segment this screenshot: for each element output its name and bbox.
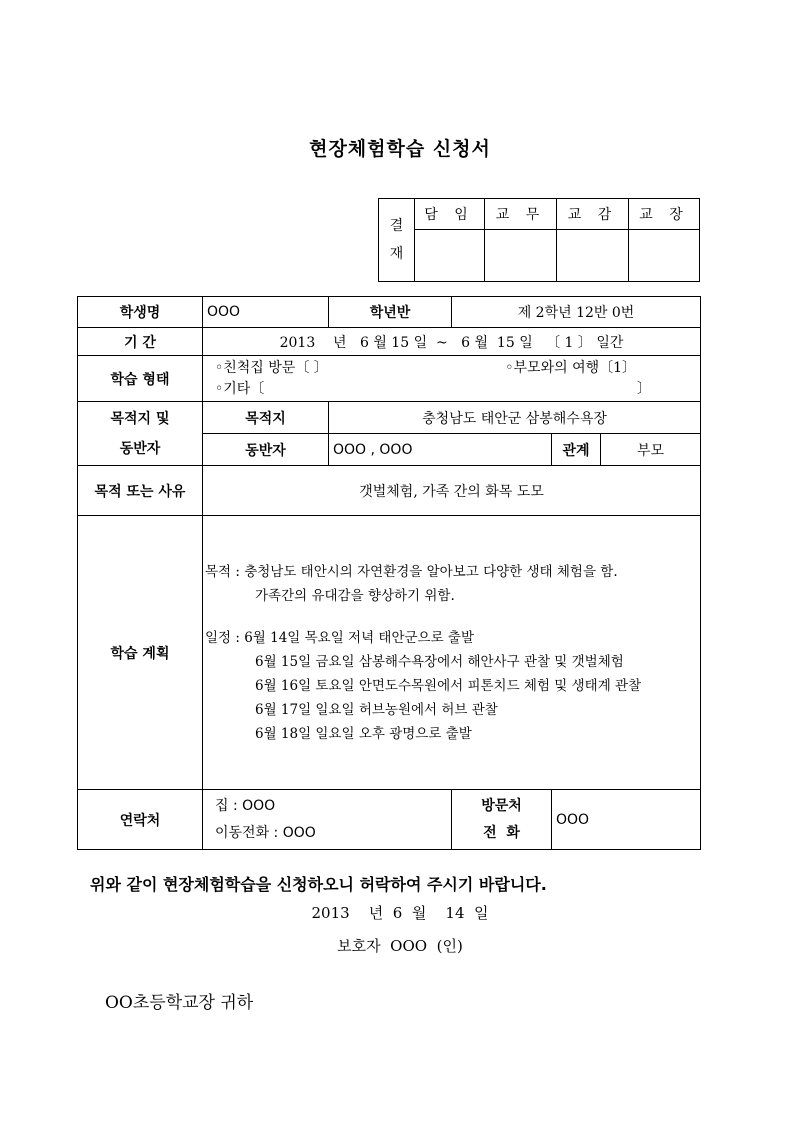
approval-column-academic xyxy=(485,199,557,281)
plan-schedule-line: 일정 : 6월 14일 목요일 저녁 태안군으로 출발 xyxy=(205,629,475,646)
reason-label: 목적 또는 사유 xyxy=(78,466,203,516)
table-row xyxy=(78,297,701,328)
approval-side-label xyxy=(379,199,415,281)
document-title: 현장체험학습 신청서 xyxy=(309,138,491,160)
learning-type-label: 학습 형태 xyxy=(78,356,203,402)
approval-header: 교 장 xyxy=(629,199,699,230)
home-phone: 집 : OOO xyxy=(215,797,276,814)
relation-label: 관계 xyxy=(552,434,601,466)
approval-column-principal xyxy=(629,199,699,281)
relation-value: 부모 xyxy=(601,434,701,466)
period-value: 2013 년 6 월 15 일 ~ 6 월 15 일 〔 1 〕 일간 xyxy=(203,328,701,356)
contact-values xyxy=(203,790,452,850)
type-option-relative-visit: ◦친척집 방문〔 〕 xyxy=(215,359,328,376)
plan-schedule-line: 6월 17일 일요일 허브농원에서 허브 관찰 xyxy=(255,701,498,718)
addressee: OO초등학교장 귀하 xyxy=(105,993,254,1013)
student-name-value: OOO xyxy=(203,297,329,328)
mobile-phone: 이동전화 : OOO xyxy=(215,824,316,841)
application-form-table xyxy=(77,296,701,850)
destination-value: 충청남도 태안군 삼봉해수욕장 xyxy=(329,402,701,434)
approval-header: 담 임 xyxy=(414,199,484,230)
plan-schedule-line: 6월 15일 금요일 삼봉해수욕장에서 해안사구 관찰 및 갯벌체험 xyxy=(255,653,624,670)
request-statement: 위와 같이 현장체험학습을 신청하오니 허락하여 주시기 바랍니다. xyxy=(90,875,547,894)
reason-value: 갯벌체험, 가족 간의 화목 도모 xyxy=(203,466,701,516)
application-date: 2013 년 6 월 14 일 xyxy=(311,904,489,922)
plan-purpose-line: 목적 : 충청남도 태안시의 자연환경을 알아보고 다양한 생태 체험을 함. xyxy=(205,563,618,580)
visit-phone-value: OOO xyxy=(552,790,701,850)
approval-box xyxy=(378,198,700,282)
table-row xyxy=(78,516,701,790)
visit-phone-label: 방문처 전 화 xyxy=(452,790,552,850)
approval-header: 교 감 xyxy=(557,199,628,230)
approval-header: 교 무 xyxy=(485,199,556,230)
student-name-label: 학생명 xyxy=(78,297,203,328)
grade-class-value: 제 2학년 12반 0번 xyxy=(452,297,701,328)
plan-schedule-line: 6월 16일 토요일 안면도수목원에서 피톤치드 체험 및 생태계 관찰 xyxy=(255,677,642,694)
learning-type-options xyxy=(203,356,701,402)
approval-side-bottom: 재 xyxy=(389,246,404,262)
table-row xyxy=(78,402,701,434)
learning-plan-label: 학습 계획 xyxy=(78,516,203,790)
learning-plan-body xyxy=(203,516,701,790)
destination-label: 목적지 xyxy=(203,402,329,434)
contact-label: 연락처 xyxy=(78,790,203,850)
companion-value: OOO , OOO xyxy=(329,434,552,466)
grade-class-label: 학년반 xyxy=(329,297,452,328)
guardian-signature: 보호자 OOO (인) xyxy=(337,937,463,955)
type-option-other-end: 〕 xyxy=(637,380,652,397)
approval-side-top: 결 xyxy=(389,218,404,234)
approval-column-homeroom xyxy=(414,199,485,281)
table-row xyxy=(78,328,701,356)
table-row xyxy=(78,790,701,850)
table-row xyxy=(78,356,701,402)
approval-column-vice-principal xyxy=(557,199,629,281)
type-option-family-trip: ◦부모와의 여행〔1〕 xyxy=(505,359,637,376)
period-label: 기 간 xyxy=(78,328,203,356)
type-option-other: ◦기타〔 xyxy=(215,380,265,397)
plan-purpose-line: 가족간의 유대감을 향상하기 위함. xyxy=(255,587,455,604)
companion-label: 동반자 xyxy=(203,434,329,466)
plan-schedule-line: 6월 18일 일요일 오후 광명으로 출발 xyxy=(255,725,472,742)
table-row xyxy=(78,466,701,516)
destination-companion-label: 목적지 및 동반자 xyxy=(78,402,203,466)
